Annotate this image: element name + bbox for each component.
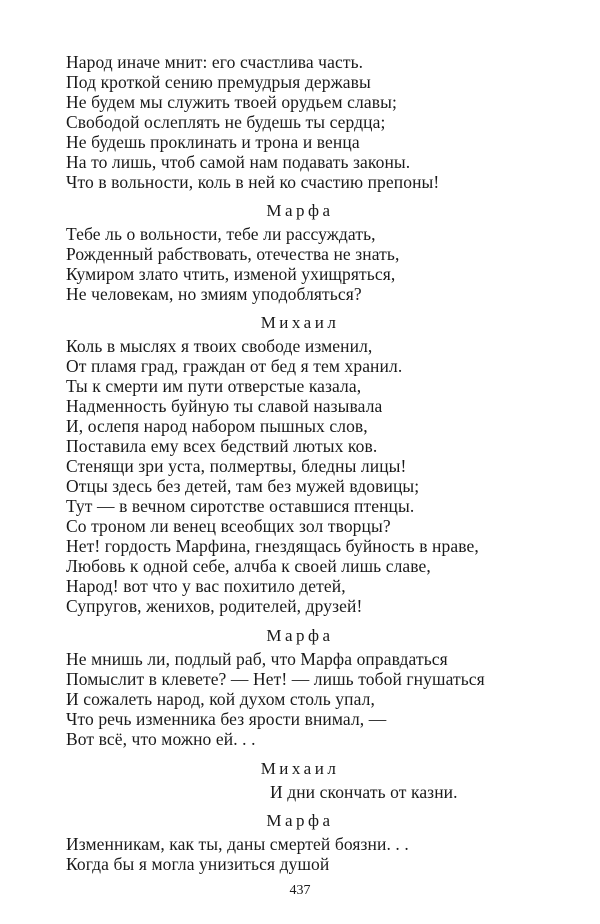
- verse-line: Супругов, женихов, родителей, друзей!: [66, 596, 363, 616]
- verse-line: Не мнишь ли, подлый раб, что Марфа оправдаться: [66, 649, 448, 669]
- verse-line: Надменность буйную ты славой называла: [66, 396, 383, 416]
- verse-line: И сожалеть народ, кой духом столь упал,: [66, 689, 375, 709]
- verse-line: Любовь к одной себе, алчба к своей лишь славе,: [66, 556, 431, 576]
- verse-line: На то лишь, чтоб самой нам подавать законы.: [66, 152, 411, 172]
- verse-line: Не человекам, но змиям уподобляться?: [66, 284, 362, 304]
- verse-line: Народ иначе мнит: его счастлива часть.: [66, 52, 364, 72]
- speaker-name-mikhail: Михаил: [260, 313, 340, 332]
- verse-line: Что в вольности, коль в ней ко счастию препоны!: [66, 172, 440, 192]
- verse-line: Ты к смерти им пути отверстые казала,: [66, 376, 362, 396]
- verse-line: Что речь изменника без ярости внимал, —: [66, 709, 387, 729]
- verse-line: От пламя град, граждан от бед я тем хранил.: [66, 356, 403, 376]
- verse-line: Не будем мы служить твоей орудьем славы;: [66, 92, 397, 112]
- speaker-name-marfa: Марфа: [266, 626, 334, 645]
- verse-line: И, ослепя народ набором пышных слов,: [66, 416, 368, 436]
- verse-line: Под кроткой сению премудрыя державы: [66, 72, 371, 92]
- verse-line: Поставила ему всех бедствий лютых ков.: [66, 436, 378, 456]
- verse-line: Рожденный рабствовать, отечества не знать,: [66, 244, 400, 264]
- verse-line: Коль в мыслях я твоих свободе изменил,: [66, 336, 373, 356]
- verse-line: Не будешь проклинать и трона и венца: [66, 132, 360, 152]
- verse-line: Тебе ль о вольности, тебе ли рассуждать,: [66, 224, 376, 244]
- verse-line: Народ! вот что у вас похитило детей,: [66, 576, 346, 596]
- speaker-name-mikhail: Михаил: [260, 759, 340, 778]
- speaker-name-marfa: Марфа: [266, 811, 334, 830]
- verse-line: Тут — в вечном сиротстве оставшися птенцы.: [66, 496, 415, 516]
- verse-line: Отцы здесь без детей, там без мужей вдовицы;: [66, 476, 420, 496]
- verse-line: И дни скончать от казни.: [270, 782, 458, 802]
- speaker-name-marfa: Марфа: [266, 201, 334, 220]
- page-number: 437: [289, 883, 311, 898]
- verse-line: Стенящи зри уста, полмертвы, бледны лицы!: [66, 456, 407, 476]
- verse-line: Со троном ли венец всеобщих зол творцы?: [66, 516, 391, 536]
- verse-line: Свободой ослеплять не будешь ты сердца;: [66, 112, 386, 132]
- verse-line: Изменникам, как ты, даны смертей боязни. . .: [66, 834, 409, 854]
- verse-line: Когда бы я могла унизиться душой: [66, 854, 330, 874]
- verse-line: Нет! гордость Марфина, гнездящась буйность в нраве,: [66, 536, 479, 556]
- verse-line: Кумиром злато чтить, изменой ухищряться,: [66, 264, 396, 284]
- verse-line: Вот всё, что можно ей. . .: [66, 729, 256, 749]
- verse-line: Помыслит в клевете? — Нет! — лишь тобой гнушаться: [66, 669, 485, 689]
